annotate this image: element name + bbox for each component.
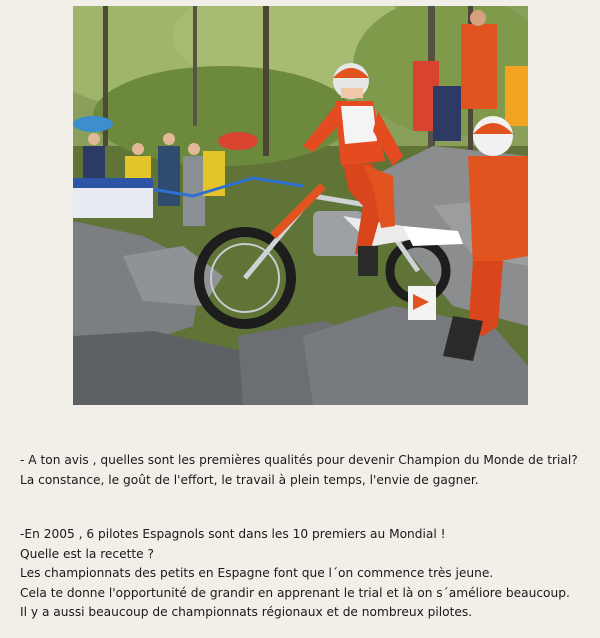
interview-answer-2-line2: Cela te donne l'opportunité de grandir en apprenant le trial et là on s´améliore beaucoup. bbox=[20, 585, 570, 600]
question-answer-2 bbox=[20, 525, 590, 623]
interview-answer-1: La constance, le goût de l'effort, le travail à plein temps, l'envie de gagner. bbox=[20, 472, 479, 487]
interview-answer-2-line3: Il y a aussi beaucoup de championnats régionaux et de nombreux pilotes. bbox=[20, 605, 473, 619]
interview-question-2: Quelle est la recette ? bbox=[20, 546, 155, 561]
interview-question-1: - A ton avis , quelles sont les premières qualités pour devenir Champion du Monde de trial? bbox=[20, 453, 578, 467]
question-answer-1 bbox=[20, 451, 590, 490]
interview-question-2-intro: -En 2005 , 6 pilotes Espagnols sont dans les 10 premiers au Mondial ! bbox=[20, 527, 446, 541]
trial-rider-photo bbox=[73, 6, 528, 405]
interview-answer-2-line1: Les championnats des petits en Espagne font que l´on commence très jeune. bbox=[20, 566, 494, 580]
